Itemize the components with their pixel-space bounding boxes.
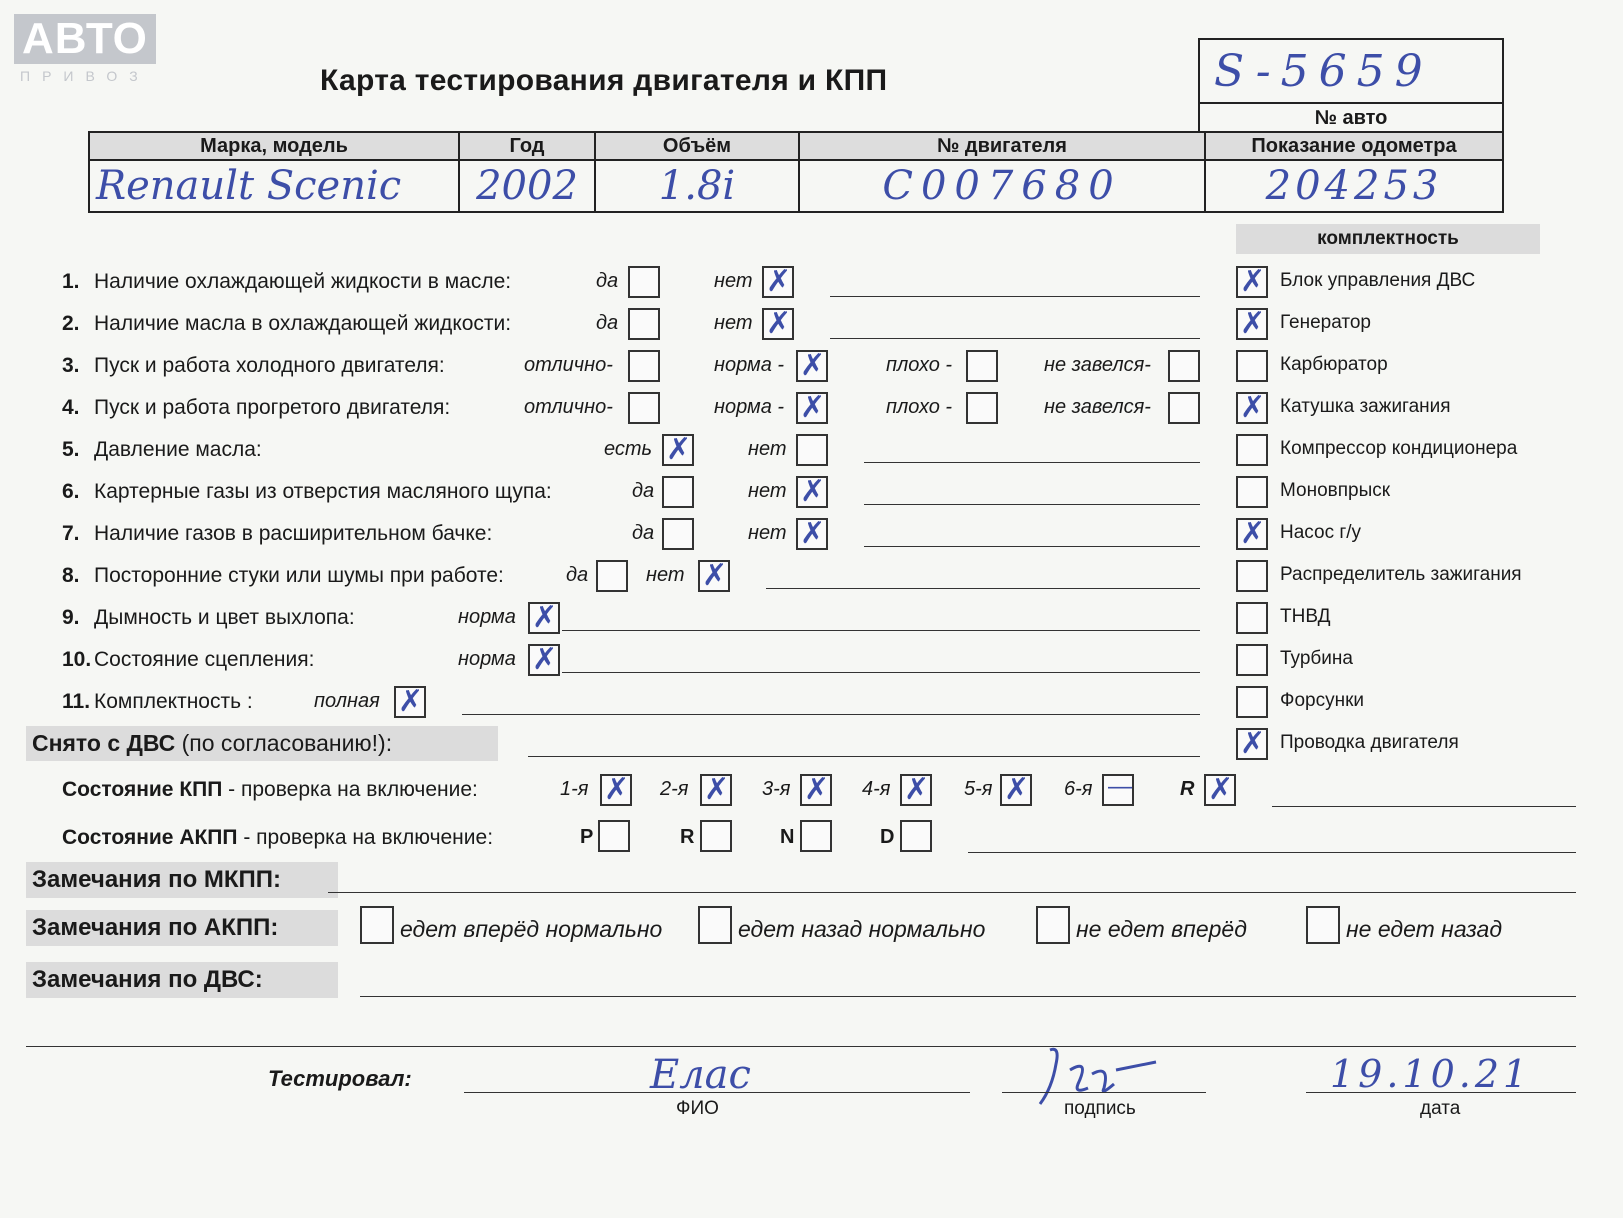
opt-label: не завелся- <box>1044 396 1151 418</box>
sign-line <box>1002 1092 1206 1093</box>
kompl-label: Моновпрыск <box>1280 480 1391 501</box>
opt-label: не завелся- <box>1044 354 1151 376</box>
opt-label: плохо - <box>886 396 953 418</box>
gear-label: 5-я <box>964 778 993 800</box>
kompl-label: Блок управления ДВС <box>1280 270 1476 291</box>
item-text: Посторонние стуки или шумы при работе: <box>94 564 504 587</box>
logo-sub: ПРИВОЗ <box>20 68 150 84</box>
mode-cb-p[interactable] <box>598 820 630 852</box>
opt-label: норма <box>458 606 516 628</box>
opt-label: нет <box>748 522 787 544</box>
opt-label: норма <box>458 648 516 670</box>
akpp-label <box>62 826 493 850</box>
checkbox-4-normal[interactable] <box>796 392 828 424</box>
kompl-cb-10[interactable] <box>1236 686 1268 718</box>
item-number: 9. <box>62 606 80 629</box>
hdr-odometer: Показание одометра <box>1205 132 1503 160</box>
checkbox-11-full[interactable] <box>394 686 426 718</box>
opt-label: да <box>566 564 589 586</box>
tester-name: Елас <box>650 1052 751 1098</box>
fill-line <box>864 462 1200 463</box>
checkbox-3-normal[interactable] <box>796 350 828 382</box>
kompl-title: комплектность <box>1236 224 1540 254</box>
val-year: 2002 <box>459 160 595 212</box>
kompl-cb-5[interactable] <box>1236 476 1268 508</box>
item-text: Пуск и работа прогретого двигателя: <box>94 396 451 419</box>
item-3 <box>62 354 445 378</box>
kompl-label: Распределитель зажигания <box>1280 564 1522 585</box>
tested-label: Тестировал: <box>268 1066 412 1091</box>
remarks-dvs-label: Замечания по ДВС: <box>26 962 338 998</box>
mode-label: R <box>680 826 695 848</box>
gear-cb-6[interactable] <box>1102 774 1134 806</box>
hdr-model: Марка, модель <box>89 132 459 160</box>
opt-label: отлично- <box>524 354 613 376</box>
akpp-no-back-cb[interactable] <box>1306 906 1340 944</box>
item-number: 7. <box>62 522 80 545</box>
removed-label <box>26 726 498 761</box>
item-11 <box>62 690 253 714</box>
date-caption: дата <box>1420 1098 1461 1119</box>
opt-label: да <box>596 312 619 334</box>
gear-label: 6-я <box>1064 778 1093 800</box>
item-text: Картерные газы из отверстия масляного щупа: <box>94 480 552 503</box>
mode-label: P <box>580 826 594 848</box>
car-number-label: № авто <box>1199 103 1503 133</box>
item-text: Комплектность : <box>94 690 253 713</box>
checkbox-1-da[interactable] <box>628 266 660 298</box>
opt-label: нет <box>748 438 787 460</box>
hdr-volume: Объём <box>595 132 799 160</box>
gear-cb-4[interactable] <box>900 774 932 806</box>
kompl-label: Генератор <box>1280 312 1371 333</box>
opt-label: да <box>632 480 655 502</box>
fill-line <box>562 630 1200 631</box>
item-text: Наличие газов в расширительном бачке: <box>94 522 493 545</box>
mode-label: D <box>880 826 895 848</box>
item-text: Пуск и работа холодного двигателя: <box>94 354 445 377</box>
opt-label: полная <box>314 690 380 712</box>
item-10 <box>62 648 314 672</box>
kpp-label <box>62 778 478 802</box>
removed-label-bold: Снято с ДВС <box>32 730 176 756</box>
val-volume: 1.8i <box>595 160 799 212</box>
form-title: Карта тестирования двигателя и КПП <box>320 64 888 97</box>
akpp-opt-label: едет назад нормально <box>738 916 986 942</box>
item-text: Наличие охлаждающей жидкости в масле: <box>94 270 512 293</box>
kompl-cb-11[interactable] <box>1236 728 1268 760</box>
akpp-label-rest: - проверка на включение: <box>237 826 494 849</box>
kompl-label: ТНВД <box>1280 606 1331 627</box>
fill-line <box>26 1046 1576 1047</box>
checkbox-6-da[interactable] <box>662 476 694 508</box>
checkbox-4-excellent[interactable] <box>628 392 660 424</box>
gear-cb-1[interactable] <box>600 774 632 806</box>
kompl-label: Проводка двигателя <box>1280 732 1459 753</box>
kompl-cb-3[interactable] <box>1236 392 1268 424</box>
item-text: Наличие масла в охлаждающей жидкости: <box>94 312 512 335</box>
item-7 <box>62 522 492 546</box>
checkbox-10-normal[interactable] <box>528 644 560 676</box>
mode-cb-d[interactable] <box>900 820 932 852</box>
checkbox-4-bad[interactable] <box>966 392 998 424</box>
logo-main: АВТО <box>14 14 156 64</box>
hdr-year: Год <box>459 132 595 160</box>
remarks-akpp-label: Замечания по АКПП: <box>26 910 338 946</box>
mode-cb-n[interactable] <box>800 820 832 852</box>
fill-line <box>462 714 1200 715</box>
akpp-no-forward-cb[interactable] <box>1036 906 1070 944</box>
header-table <box>88 131 1504 213</box>
sign-caption: подпись <box>1064 1098 1136 1119</box>
item-text: Дымность и цвет выхлопа: <box>94 606 355 629</box>
item-number: 6. <box>62 480 80 503</box>
opt-label: отлично- <box>524 396 613 418</box>
test-date: 19.10.21 <box>1330 1052 1532 1096</box>
gear-label: R <box>1180 778 1195 800</box>
fill-line <box>328 892 1576 893</box>
item-6 <box>62 480 552 504</box>
akpp-label-bold: Состояние АКПП <box>62 826 238 849</box>
checkbox-8-net[interactable] <box>698 560 730 592</box>
checkbox-3-excellent[interactable] <box>628 350 660 382</box>
mode-cb-r[interactable] <box>700 820 732 852</box>
fill-line <box>766 588 1200 589</box>
akpp-back-ok-cb[interactable] <box>698 906 732 944</box>
checkbox-2-da[interactable] <box>628 308 660 340</box>
car-number-box <box>1198 38 1504 134</box>
fill-line <box>864 546 1200 547</box>
mode-label: N <box>780 826 795 848</box>
akpp-opt-label: едет вперёд нормально <box>400 916 663 942</box>
item-8 <box>62 564 504 588</box>
removed-label-note: (по согласованию!): <box>175 730 393 756</box>
val-model: Renault Scenic <box>89 160 459 212</box>
opt-label: есть <box>604 438 653 460</box>
akpp-opt-label: не едет вперёд <box>1076 916 1247 942</box>
checkbox-3-bad[interactable] <box>966 350 998 382</box>
kompl-cb-0[interactable] <box>1236 266 1268 298</box>
remarks-mkpp-label: Замечания по МКПП: <box>26 862 338 898</box>
gear-label: 4-я <box>862 778 891 800</box>
item-number: 2. <box>62 312 80 335</box>
item-number: 11. <box>62 690 91 713</box>
checkbox-4-nostart[interactable] <box>1168 392 1200 424</box>
fill-line <box>360 996 1576 997</box>
kompl-label: Форсунки <box>1280 690 1364 711</box>
checkbox-7-da[interactable] <box>662 518 694 550</box>
fill-line <box>562 672 1200 673</box>
item-5 <box>62 438 262 462</box>
kompl-label: Насос г/у <box>1280 522 1362 543</box>
opt-label: норма - <box>714 396 785 418</box>
gear-label: 3-я <box>762 778 791 800</box>
item-number: 1. <box>62 270 80 293</box>
kompl-cb-4[interactable] <box>1236 434 1268 466</box>
item-number: 10. <box>62 648 92 671</box>
gear-label: 1-я <box>560 778 589 800</box>
kpp-label-rest: - проверка на включение: <box>222 778 478 801</box>
fill-line <box>830 296 1200 297</box>
item-1 <box>62 270 511 294</box>
gear-cb-r[interactable] <box>1204 774 1236 806</box>
checkbox-8-da[interactable] <box>596 560 628 592</box>
item-text: Давление масла: <box>94 438 262 461</box>
checkbox-1-net[interactable] <box>762 266 794 298</box>
logo <box>14 14 156 84</box>
car-number-value: S-5659 <box>1199 39 1503 103</box>
kompl-label: Катушка зажигания <box>1280 396 1451 417</box>
checkbox-5-no[interactable] <box>796 434 828 466</box>
kompl-label: Карбюратор <box>1280 354 1388 375</box>
fill-line <box>528 756 1200 757</box>
opt-label: да <box>632 522 655 544</box>
opt-label: да <box>596 270 619 292</box>
item-number: 5. <box>62 438 80 461</box>
opt-label: нет <box>748 480 787 502</box>
kompl-label: Компрессор кондиционера <box>1280 438 1518 459</box>
hdr-engine-no: № двигателя <box>799 132 1205 160</box>
checkbox-7-net[interactable] <box>796 518 828 550</box>
val-engine-no: C007680 <box>799 160 1205 212</box>
kompl-cb-8[interactable] <box>1236 602 1268 634</box>
kompl-label: Турбина <box>1280 648 1353 669</box>
item-9 <box>62 606 355 630</box>
akpp-opt-label: не едет назад <box>1346 916 1503 942</box>
item-number: 8. <box>62 564 80 587</box>
val-odometer: 204253 <box>1205 160 1503 212</box>
gear-cb-3[interactable] <box>800 774 832 806</box>
kpp-label-bold: Состояние КПП <box>62 778 223 801</box>
gear-cb-2[interactable] <box>700 774 732 806</box>
item-number: 4. <box>62 396 80 419</box>
checkbox-6-net[interactable] <box>796 476 828 508</box>
kompl-cb-1[interactable] <box>1236 308 1268 340</box>
kompl-cb-9[interactable] <box>1236 644 1268 676</box>
opt-label: нет <box>714 312 753 334</box>
akpp-forward-ok-cb[interactable] <box>360 906 394 944</box>
kompl-cb-6[interactable] <box>1236 518 1268 550</box>
item-number: 3. <box>62 354 80 377</box>
item-text: Состояние сцепления: <box>94 648 315 671</box>
checkbox-5-yes[interactable] <box>662 434 694 466</box>
checkbox-3-nostart[interactable] <box>1168 350 1200 382</box>
item-2 <box>62 312 511 336</box>
gear-cb-5[interactable] <box>1000 774 1032 806</box>
fill-line <box>830 338 1200 339</box>
checkbox-2-net[interactable] <box>762 308 794 340</box>
fill-line <box>864 504 1200 505</box>
opt-label: норма - <box>714 354 785 376</box>
fill-line <box>1272 806 1576 807</box>
fio-caption: ФИО <box>676 1098 719 1119</box>
kompl-cb-7[interactable] <box>1236 560 1268 592</box>
fill-line <box>968 852 1576 853</box>
opt-label: нет <box>646 564 685 586</box>
fio-line <box>464 1092 970 1093</box>
opt-label: нет <box>714 270 753 292</box>
item-4 <box>62 396 450 420</box>
gear-label: 2-я <box>660 778 689 800</box>
checkbox-9-normal[interactable] <box>528 602 560 634</box>
date-line <box>1306 1092 1576 1093</box>
opt-label: плохо - <box>886 354 953 376</box>
kompl-cb-2[interactable] <box>1236 350 1268 382</box>
